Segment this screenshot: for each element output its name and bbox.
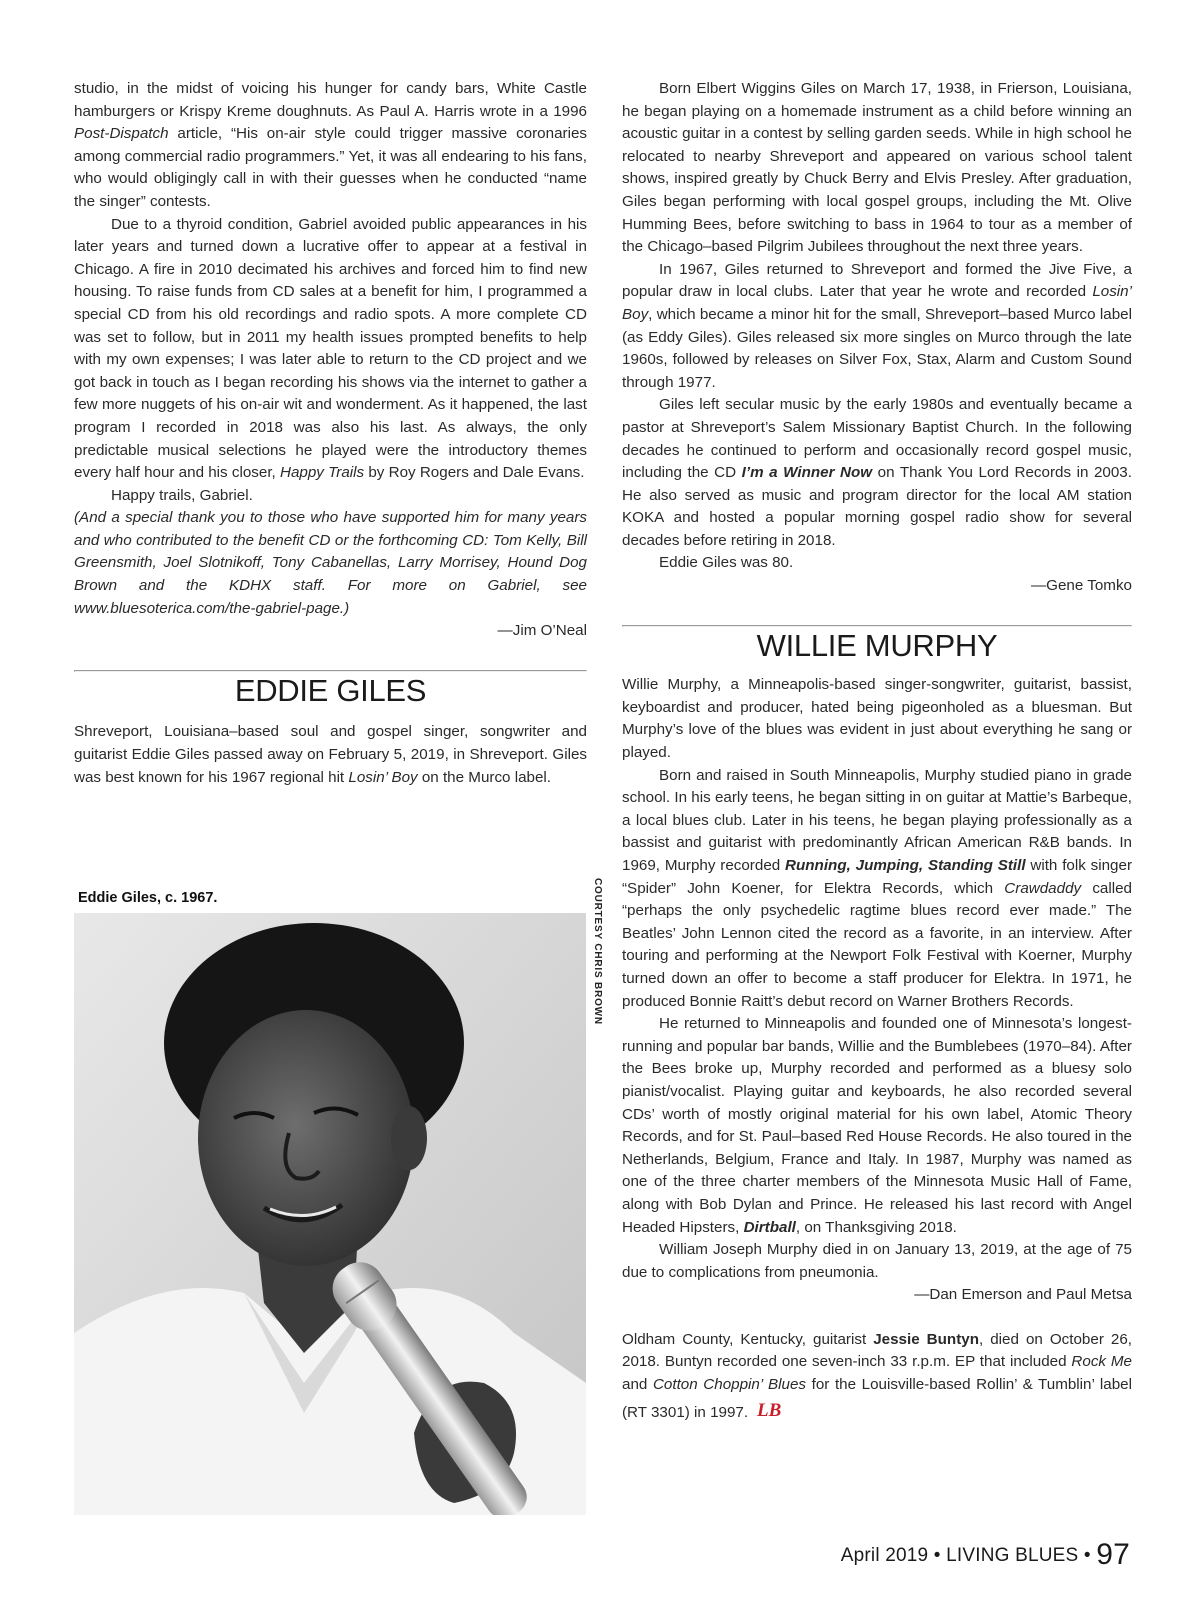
- section-divider: [74, 670, 587, 672]
- murphy-paragraph-2: Born and raised in South Minneapolis, Murphy studied piano in grade school. In his early teens, he began sitting in on guitar at Mattie’s Barbeque, a local blues club. Later in his teens, he began playing professionally as a bassist and guitarist with predominantly African American R&B bands. In 1969, Murphy recorded Running, Jumping, Standing Still with folk singer “Spider” John Koener, for Elektra Records, which Crawdaddy called “perhaps the only psychedelic ragtime blues record ever made.” The Beatles’ John Lennon cited the record as a favorite, in an interview. After touring and performing at the Newport Folk Festival with Koerner, Murphy turned down an offer to become a staff producer for Elektra. In 1971, he produced Bonnie Raitt’s debut record on Warner Brothers Records.: [622, 766, 1133, 1010]
- album-title: I’m a Winner Now: [741, 464, 873, 482]
- author-signature: —Dan Emerson and Paul Metsa: [914, 1286, 1132, 1304]
- gabriel-paragraph-2: Due to a thyroid condition, Gabriel avoided public appearances in his later years and turned down a lucrative offer to appear at a festival in Chicago. A fire in 2010 decimated his archives and forced him to find new housing. To raise funds from CD sales at a benefit for him, I programmed a special CD from his old recordings and radio spots. A more complete CD was set to follow, but in 2011 my health issues prompted benefits to help with my own expenses; I was later able to return to the CD project and we got back in touch as I began recording his shows via the internet to gather a few more nuggets of his on-air wit and wonderment. As it happened, the last program I recorded in 2018 was also his last. As always, the only predictable musical selections he played were the introductory themes every half hour and his closer, Happy Trails by Roy Rogers and Dale Evans.: [74, 215, 587, 482]
- album-title: Running, Jumping, Standing Still: [785, 857, 1026, 874]
- murphy-paragraph-1: Willie Murphy, a Minneapolis-based singer-songwriter, guitarist, bassist, keyboardist and producer, hated being pigeonholed as a bluesman. But Murphy’s love of the blues was evident in just about everything he sang or played.: [622, 676, 1132, 762]
- publication-title: Post-Dispatch: [74, 125, 169, 143]
- giles-paragraph-2: In 1967, Giles returned to Shreveport and formed the Jive Five, a popular draw in local clubs. Later that year he wrote and recorded Losin’ Boy, which became a minor hit for the small, Shreveport–based Murco label (as Eddy Giles). Giles released six more singles on Murco through the late 1960s, followed by releases on Silver Fox, Stax, Alarm and Custom Sound through 1977.: [622, 260, 1132, 391]
- photo-credit: COURTESY CHRIS BROWN: [592, 878, 603, 1025]
- portrait-illustration: [74, 913, 586, 1515]
- left-column: [74, 78, 587, 789]
- song-title: Rock Me: [1071, 1353, 1132, 1371]
- gabriel-paragraph-1: studio, in the midst of voicing his hunger for candy bars, White Castle hamburgers or Krispy Kreme doughnuts. As Paul A. Harris wrote in a 1996 Post-Dispatch article, “His on-air style could trigger massive coronaries among commercial radio programmers.” Yet, it was all endearing to his fans, who would obligingly call in with their guesses when he conducted “name the singer” contests.: [74, 80, 587, 210]
- footer-text: April 2019 • LIVING BLUES •: [840, 1545, 1091, 1566]
- song-title: Happy Trails: [280, 464, 365, 482]
- eddie-giles-intro: Shreveport, Louisiana–based soul and gospel singer, songwriter and guitarist Eddie Giles passed away on February 5, 2019, in Shreveport. Giles was best known for his 1967 regional hit Losin’ Boy on the Murco label.: [74, 723, 587, 786]
- right-column: [622, 78, 1132, 1428]
- murphy-paragraph-4: William Joseph Murphy died in on January 13, 2019, at the age of 75 due to complications from pneumonia.: [622, 1241, 1132, 1281]
- gabriel-paragraph-3: Happy trails, Gabriel.: [111, 486, 253, 504]
- page-number: 97: [1096, 1538, 1130, 1571]
- author-signature: —Gene Tomko: [1030, 577, 1132, 595]
- song-title: Losin’ Boy: [348, 768, 418, 786]
- giles-paragraph-4: Eddie Giles was 80.: [659, 554, 794, 572]
- person-name: Jessie Buntyn: [873, 1330, 979, 1348]
- buntyn-notice: Oldham County, Kentucky, guitarist Jessie Buntyn, died on October 26, 2018. Buntyn recorded one seven-inch 33 r.p.m. EP that included Rock Me and Cotton Choppin’ Blues for the Louisville-based Rollin’ & Tumblin’ label (RT 3301) in 1997. LB: [622, 1329, 1132, 1428]
- giles-paragraph-3: Giles left secular music by the early 1980s and eventually became a pastor at Shreveport’s Salem Missionary Baptist Church. In the following decades he continued to perform and occasionally record gospel music, including the CD I’m a Winner Now on Thank You Lord Records in 2003. He also served as music and program director for the local AM station KOKA and hosted a popular morning gospel radio show for several decades before retiring in 2018.: [622, 396, 1132, 549]
- thank-you-note: (And a special thank you to those who have supported him for many years and who contributed to the benefit CD or the forthcoming CD: Tom Kelly, Bill Greensmith, Joel Slotnikoff, Tony Cabanellas, Larry Morrisey, Hound Dog Brown and the KDHX staff. For more on Gabriel, see www.bluesoterica.com/the-gabriel-page.): [74, 509, 587, 617]
- murphy-paragraph-3: He returned to Minneapolis and founded one of Minnesota’s longest-running and popular bar bands, Willie and the Bumblebees (1970–84). After the Bees broke up, Murphy recorded and performed as a bluesy solo pianist/vocalist. Playing guitar and keyboards, he also recorded several CDs’ worth of mostly original material for his own label, Atomic Theory Records, and for St. Paul–based Red House Records. He also toured in the Netherlands, Belgium, France and Italy. In 1987, Murphy was named as one of the three charter members of the Minnesota Music Hall of Fame, along with Bob Dylan and Prince. He released his last record with Angel Headed Hipsters, Dirtball, on Thanksgiving 2018.: [622, 1015, 1132, 1236]
- page-footer: [841, 1538, 1130, 1572]
- section-divider: [622, 625, 1132, 627]
- photo-caption: Eddie Giles, c. 1967.: [78, 890, 218, 906]
- eddie-giles-photo: [74, 913, 586, 1515]
- eddie-giles-heading: EDDIE GILES: [234, 672, 427, 708]
- magazine-title: Crawdaddy: [1004, 879, 1082, 897]
- album-title: Dirtball: [743, 1218, 796, 1236]
- song-title: Cotton Choppin’ Blues: [652, 1376, 807, 1394]
- song-title: Losin’ Boy: [622, 283, 1132, 323]
- svg-text:LB: LB: [757, 1399, 782, 1421]
- living-blues-logo-icon: [756, 1397, 782, 1429]
- giles-paragraph-1: Born Elbert Wiggins Giles on March 17, 1938, in Frierson, Louisiana, he began playing on a homemade instrument as a child before winning an acoustic guitar in a contest by selling garden seeds. While in high school he relocated to nearby Shreveport and appeared on various school talent shows, inspired greatly by Chuck Berry and Elvis Presley. After graduation, Giles began performing with local gospel groups, including the Mt. Olive Humming Bees, before switching to bass in 1964 to tour as a member of the Chicago–based Pilgrim Jubilees throughout the next three years.: [622, 80, 1132, 256]
- willie-murphy-heading: WILLIE MURPHY: [756, 627, 998, 663]
- author-signature: —Jim O’Neal: [497, 622, 587, 640]
